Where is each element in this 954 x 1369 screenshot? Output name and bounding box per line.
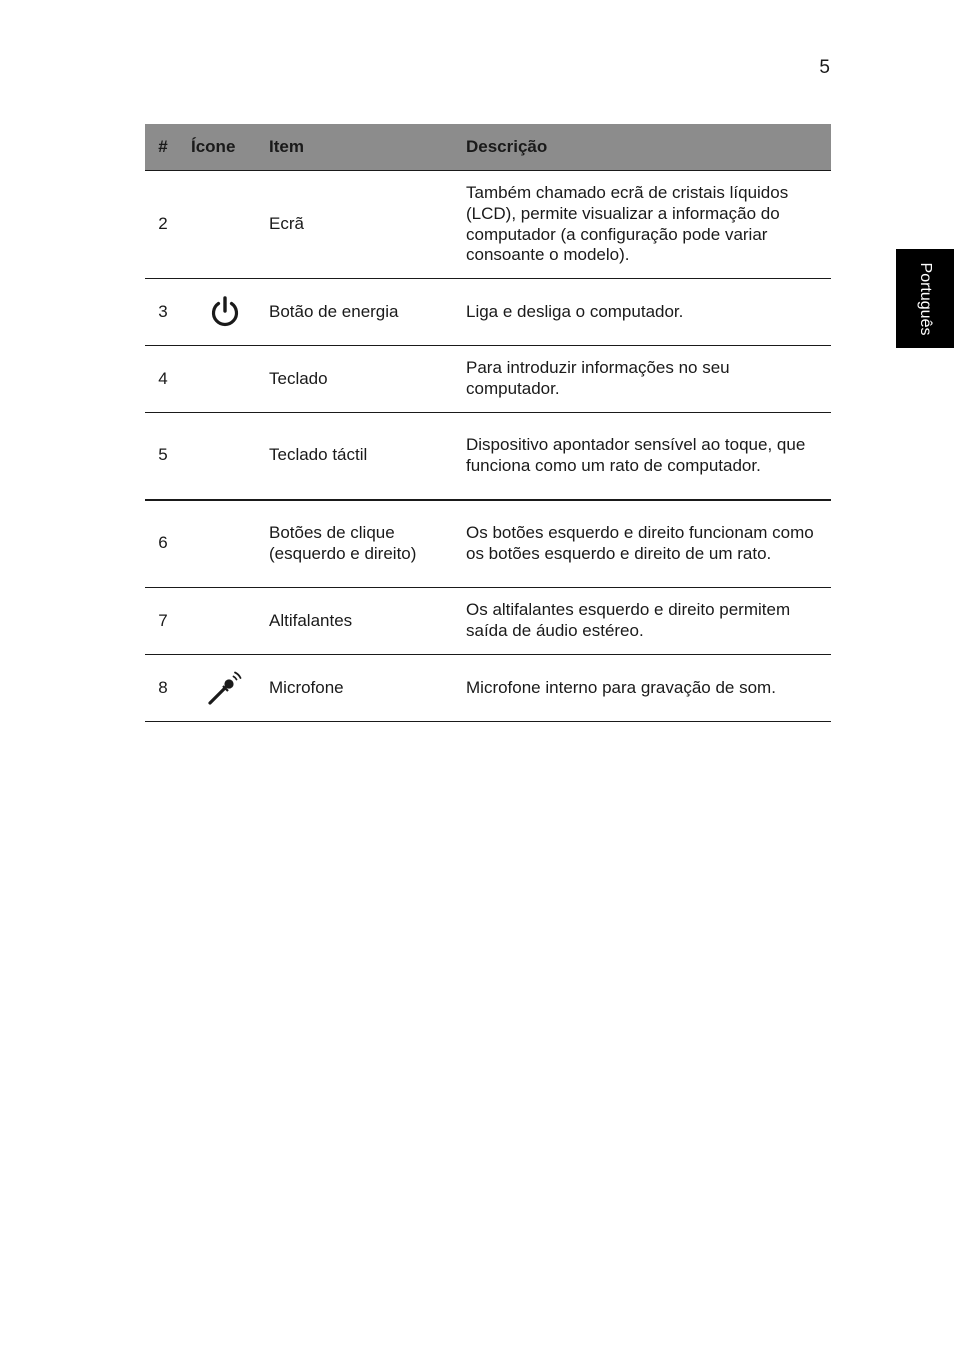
row-item: Teclado táctil xyxy=(269,413,466,500)
row-icon-cell xyxy=(181,655,269,722)
row-description: Microfone interno para gravação de som. xyxy=(466,655,831,722)
row-description: Dispositivo apontador sensível ao toque, que funciona como um rato de computador. xyxy=(466,413,831,500)
microphone-icon xyxy=(206,669,244,707)
table-row xyxy=(145,279,831,346)
table-header-row xyxy=(145,124,831,171)
row-icon-cell xyxy=(181,279,269,346)
table-row xyxy=(145,588,831,655)
row-item: Altifalantes xyxy=(269,588,466,655)
row-description: Liga e desliga o computador. xyxy=(466,279,831,346)
row-description: Os altifalantes esquerdo e direito permitem saída de áudio estéreo. xyxy=(466,588,831,655)
row-item: Ecrã xyxy=(269,171,466,279)
table-row xyxy=(145,171,831,279)
table-row xyxy=(145,346,831,413)
row-description: Para introduzir informações no seu computador. xyxy=(466,346,831,413)
row-icon-cell xyxy=(181,500,269,588)
row-description: Os botões esquerdo e direito funcionam como os botões esquerdo e direito de um rato. xyxy=(466,500,831,588)
header-icon: Ícone xyxy=(181,124,269,171)
row-number: 3 xyxy=(145,279,181,346)
row-icon-cell xyxy=(181,171,269,279)
row-icon-cell xyxy=(181,413,269,500)
row-item: Botões de clique (esquerdo e direito) xyxy=(269,500,466,588)
row-icon-cell xyxy=(181,588,269,655)
header-description: Descrição xyxy=(466,124,831,171)
row-description: Também chamado ecrã de cristais líquidos (LCD), permite visualizar a informação do computador (a configuração pode variar consoante o modelo). xyxy=(466,171,831,279)
page-number: 5 xyxy=(819,57,830,78)
row-icon-cell xyxy=(181,346,269,413)
table-row xyxy=(145,500,831,588)
row-number: 8 xyxy=(145,655,181,722)
header-number: # xyxy=(145,124,181,171)
row-number: 6 xyxy=(145,500,181,588)
table-row xyxy=(145,413,831,500)
header-item: Item xyxy=(269,124,466,171)
language-label: Português xyxy=(917,262,934,335)
component-table xyxy=(145,124,831,722)
row-number: 2 xyxy=(145,171,181,279)
row-item: Microfone xyxy=(269,655,466,722)
row-item: Botão de energia xyxy=(269,279,466,346)
language-side-tab xyxy=(896,249,954,348)
power-icon xyxy=(208,295,242,329)
table-row xyxy=(145,655,831,722)
row-number: 7 xyxy=(145,588,181,655)
row-number: 4 xyxy=(145,346,181,413)
row-item: Teclado xyxy=(269,346,466,413)
row-number: 5 xyxy=(145,413,181,500)
